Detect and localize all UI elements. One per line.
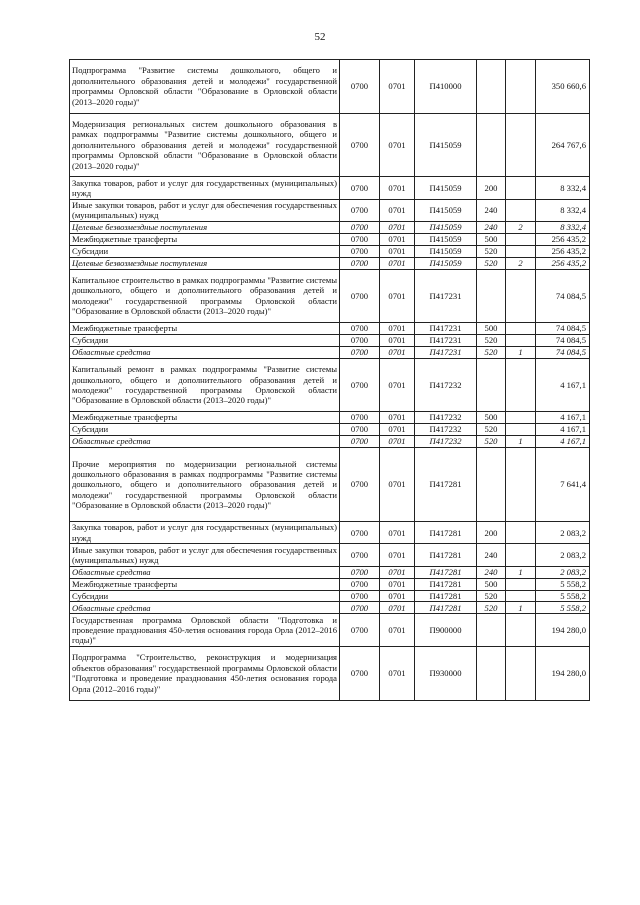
cell-section: 0700 xyxy=(340,245,380,257)
cell-section: 0700 xyxy=(340,177,380,199)
table-row xyxy=(70,269,590,323)
cell-target-article: П417281 xyxy=(415,602,477,614)
cell-expense-type: 200 xyxy=(477,522,506,544)
cell-amount: 4 167,1 xyxy=(536,436,590,448)
table-row xyxy=(70,323,590,335)
table-row xyxy=(70,346,590,358)
table-row xyxy=(70,257,590,269)
cell-subsection: 0701 xyxy=(380,233,415,245)
cell-name: Целевые безвозмездные поступления xyxy=(70,221,340,233)
cell-name: Капитальное строительство в рамках подпрограммы "Развитие системы дошкольного, общего и дополнительного образования детей и молодежи" государственной программы Орловской области "Образование в Орловской области (2013–2020 годы)" xyxy=(70,269,340,323)
cell-section: 0700 xyxy=(340,269,380,323)
cell-amount: 74 084,5 xyxy=(536,346,590,358)
cell-amount: 4 167,1 xyxy=(536,358,590,412)
cell-name: Субсидии xyxy=(70,334,340,346)
cell-subsection: 0701 xyxy=(380,566,415,578)
cell-section: 0700 xyxy=(340,412,380,424)
cell-name: Модернизация региональных систем дошкольного образования в рамках подпрограммы "Развитие системы дошкольного, общего и дополнительного образования детей и молодежи" государственной программы Орловской области "Образование в Орловской области (2013–2020 годы)" xyxy=(70,113,340,177)
cell-name: Областные средства xyxy=(70,436,340,448)
cell-fund-kind xyxy=(506,358,536,412)
cell-expense-type: 240 xyxy=(477,199,506,221)
cell-fund-kind xyxy=(506,269,536,323)
cell-expense-type xyxy=(477,647,506,701)
cell-section: 0700 xyxy=(340,436,380,448)
cell-subsection: 0701 xyxy=(380,578,415,590)
cell-name: Целевые безвозмездные поступления xyxy=(70,257,340,269)
cell-subsection: 0701 xyxy=(380,177,415,199)
cell-expense-type: 520 xyxy=(477,257,506,269)
cell-expense-type: 520 xyxy=(477,590,506,602)
cell-name: Областные средства xyxy=(70,346,340,358)
cell-amount: 8 332,4 xyxy=(536,221,590,233)
table-row xyxy=(70,60,590,114)
cell-expense-type xyxy=(477,447,506,521)
cell-name: Субсидии xyxy=(70,245,340,257)
table-row xyxy=(70,614,590,647)
cell-name: Подпрограмма "Развитие системы дошкольного, общего и дополнительного образования детей и молодежи" государственной программы Орловской области "Образование в Орловской области (2013–2020 годы)" xyxy=(70,60,340,114)
cell-name: Межбюджетные трансферты xyxy=(70,233,340,245)
cell-amount: 194 280,0 xyxy=(536,614,590,647)
cell-subsection: 0701 xyxy=(380,245,415,257)
cell-section: 0700 xyxy=(340,346,380,358)
cell-amount: 350 660,6 xyxy=(536,60,590,114)
cell-name: Межбюджетные трансферты xyxy=(70,323,340,335)
cell-fund-kind xyxy=(506,334,536,346)
table-row xyxy=(70,578,590,590)
cell-section: 0700 xyxy=(340,566,380,578)
cell-fund-kind xyxy=(506,323,536,335)
cell-fund-kind: 2 xyxy=(506,257,536,269)
cell-amount: 4 167,1 xyxy=(536,412,590,424)
cell-amount: 8 332,4 xyxy=(536,199,590,221)
table-row xyxy=(70,245,590,257)
budget-table-body xyxy=(70,60,590,701)
cell-section: 0700 xyxy=(340,113,380,177)
cell-expense-type: 240 xyxy=(477,544,506,566)
cell-expense-type xyxy=(477,358,506,412)
cell-expense-type: 520 xyxy=(477,346,506,358)
cell-amount: 7 641,4 xyxy=(536,447,590,521)
cell-section: 0700 xyxy=(340,199,380,221)
cell-section: 0700 xyxy=(340,60,380,114)
cell-target-article: П900000 xyxy=(415,614,477,647)
cell-expense-type xyxy=(477,60,506,114)
cell-subsection: 0701 xyxy=(380,447,415,521)
cell-name: Областные средства xyxy=(70,566,340,578)
cell-fund-kind xyxy=(506,233,536,245)
cell-target-article: П415059 xyxy=(415,221,477,233)
cell-fund-kind: 2 xyxy=(506,221,536,233)
cell-fund-kind xyxy=(506,522,536,544)
table-row xyxy=(70,566,590,578)
cell-section: 0700 xyxy=(340,233,380,245)
cell-expense-type: 500 xyxy=(477,233,506,245)
cell-subsection: 0701 xyxy=(380,358,415,412)
cell-amount: 4 167,1 xyxy=(536,424,590,436)
cell-expense-type: 500 xyxy=(477,323,506,335)
cell-amount: 74 084,5 xyxy=(536,323,590,335)
cell-subsection: 0701 xyxy=(380,412,415,424)
cell-section: 0700 xyxy=(340,522,380,544)
cell-target-article: П417232 xyxy=(415,412,477,424)
table-row xyxy=(70,334,590,346)
cell-subsection: 0701 xyxy=(380,221,415,233)
table-row xyxy=(70,436,590,448)
table-row xyxy=(70,602,590,614)
cell-section: 0700 xyxy=(340,447,380,521)
cell-fund-kind xyxy=(506,590,536,602)
cell-amount: 264 767,6 xyxy=(536,113,590,177)
cell-target-article: П417281 xyxy=(415,578,477,590)
cell-fund-kind xyxy=(506,60,536,114)
cell-fund-kind xyxy=(506,447,536,521)
cell-target-article: П415059 xyxy=(415,257,477,269)
cell-expense-type: 240 xyxy=(477,221,506,233)
cell-section: 0700 xyxy=(340,614,380,647)
cell-fund-kind: 1 xyxy=(506,566,536,578)
cell-fund-kind xyxy=(506,199,536,221)
cell-target-article: П417232 xyxy=(415,424,477,436)
cell-fund-kind xyxy=(506,245,536,257)
cell-amount: 5 558,2 xyxy=(536,602,590,614)
cell-expense-type: 200 xyxy=(477,177,506,199)
cell-section: 0700 xyxy=(340,602,380,614)
table-row xyxy=(70,221,590,233)
cell-target-article: П417281 xyxy=(415,590,477,602)
cell-section: 0700 xyxy=(340,358,380,412)
table-row xyxy=(70,358,590,412)
cell-target-article: П417231 xyxy=(415,346,477,358)
cell-fund-kind xyxy=(506,647,536,701)
cell-name: Межбюджетные трансферты xyxy=(70,578,340,590)
cell-fund-kind xyxy=(506,113,536,177)
cell-expense-type xyxy=(477,113,506,177)
cell-amount: 194 280,0 xyxy=(536,647,590,701)
budget-table xyxy=(69,59,590,701)
table-row xyxy=(70,424,590,436)
cell-expense-type: 500 xyxy=(477,412,506,424)
cell-name: Прочие мероприятия по модернизации региональной системы дошкольного образования в рамках подпрограммы "Развитие системы дошкольного, общего и дополнительного образования детей и молодежи" государственной программы Орловской области "Образование в Орловской области (2013–2020 годы)" xyxy=(70,447,340,521)
cell-amount: 2 083,2 xyxy=(536,544,590,566)
cell-fund-kind xyxy=(506,544,536,566)
cell-amount: 74 084,5 xyxy=(536,334,590,346)
cell-fund-kind xyxy=(506,412,536,424)
cell-name: Закупка товаров, работ и услуг для государственных (муниципальных) нужд xyxy=(70,177,340,199)
cell-name: Иные закупки товаров, работ и услуг для обеспечения государственных (муниципальных) нужд xyxy=(70,199,340,221)
cell-subsection: 0701 xyxy=(380,647,415,701)
cell-section: 0700 xyxy=(340,323,380,335)
cell-fund-kind xyxy=(506,424,536,436)
cell-subsection: 0701 xyxy=(380,522,415,544)
cell-expense-type: 500 xyxy=(477,578,506,590)
cell-target-article: П417281 xyxy=(415,566,477,578)
cell-section: 0700 xyxy=(340,544,380,566)
cell-name: Межбюджетные трансферты xyxy=(70,412,340,424)
table-row xyxy=(70,590,590,602)
cell-amount: 74 084,5 xyxy=(536,269,590,323)
cell-subsection: 0701 xyxy=(380,60,415,114)
cell-fund-kind: 1 xyxy=(506,436,536,448)
cell-name: Закупка товаров, работ и услуг для государственных (муниципальных) нужд xyxy=(70,522,340,544)
cell-target-article: П415059 xyxy=(415,245,477,257)
cell-name: Субсидии xyxy=(70,590,340,602)
cell-fund-kind xyxy=(506,614,536,647)
cell-target-article: П415059 xyxy=(415,199,477,221)
cell-subsection: 0701 xyxy=(380,424,415,436)
cell-subsection: 0701 xyxy=(380,590,415,602)
cell-subsection: 0701 xyxy=(380,614,415,647)
cell-subsection: 0701 xyxy=(380,334,415,346)
cell-target-article: П415059 xyxy=(415,113,477,177)
cell-target-article: П410000 xyxy=(415,60,477,114)
cell-fund-kind: 1 xyxy=(506,602,536,614)
cell-subsection: 0701 xyxy=(380,269,415,323)
table-row xyxy=(70,233,590,245)
cell-section: 0700 xyxy=(340,647,380,701)
cell-subsection: 0701 xyxy=(380,113,415,177)
cell-section: 0700 xyxy=(340,257,380,269)
cell-expense-type: 520 xyxy=(477,424,506,436)
cell-subsection: 0701 xyxy=(380,602,415,614)
cell-expense-type xyxy=(477,269,506,323)
cell-target-article: П417232 xyxy=(415,358,477,412)
cell-amount: 2 083,2 xyxy=(536,522,590,544)
cell-expense-type: 240 xyxy=(477,566,506,578)
cell-section: 0700 xyxy=(340,221,380,233)
cell-name: Государственная программа Орловской области "Подготовка и проведение празднования 450-летия основания города Орла (2012–2016 годы)" xyxy=(70,614,340,647)
cell-target-article: П417231 xyxy=(415,269,477,323)
cell-amount: 256 435,2 xyxy=(536,233,590,245)
cell-subsection: 0701 xyxy=(380,346,415,358)
cell-expense-type: 520 xyxy=(477,245,506,257)
cell-section: 0700 xyxy=(340,424,380,436)
cell-fund-kind: 1 xyxy=(506,346,536,358)
cell-name: Иные закупки товаров, работ и услуг для обеспечения государственных (муниципальных) нужд xyxy=(70,544,340,566)
cell-section: 0700 xyxy=(340,590,380,602)
table-row xyxy=(70,199,590,221)
cell-fund-kind xyxy=(506,578,536,590)
cell-section: 0700 xyxy=(340,334,380,346)
cell-amount: 256 435,2 xyxy=(536,245,590,257)
cell-name: Капитальный ремонт в рамках подпрограммы "Развитие системы дошкольного, общего и дополнительного образования детей и молодежи" государственной программы Орловской области "Образование в Орловской области (2013–2020 годы)" xyxy=(70,358,340,412)
cell-target-article: П417281 xyxy=(415,447,477,521)
table-row xyxy=(70,177,590,199)
table-row xyxy=(70,544,590,566)
cell-subsection: 0701 xyxy=(380,436,415,448)
cell-subsection: 0701 xyxy=(380,323,415,335)
cell-amount: 256 435,2 xyxy=(536,257,590,269)
cell-target-article: П417281 xyxy=(415,522,477,544)
cell-expense-type: 520 xyxy=(477,436,506,448)
table-row xyxy=(70,522,590,544)
cell-target-article: П417281 xyxy=(415,544,477,566)
cell-name: Подпрограмма "Строительство, реконструкция и модернизация объектов образования" государственной программы Орловской области "Подготовка и проведение празднования 450-летия основания города Орла (2012–2016 годы)" xyxy=(70,647,340,701)
cell-target-article: П930000 xyxy=(415,647,477,701)
table-row xyxy=(70,647,590,701)
cell-expense-type xyxy=(477,614,506,647)
cell-target-article: П415059 xyxy=(415,233,477,245)
cell-name: Субсидии xyxy=(70,424,340,436)
table-row xyxy=(70,113,590,177)
cell-amount: 5 558,2 xyxy=(536,578,590,590)
cell-subsection: 0701 xyxy=(380,544,415,566)
cell-target-article: П415059 xyxy=(415,177,477,199)
page-number: 52 xyxy=(314,31,326,43)
cell-name: Областные средства xyxy=(70,602,340,614)
cell-subsection: 0701 xyxy=(380,199,415,221)
cell-target-article: П417231 xyxy=(415,334,477,346)
cell-expense-type: 520 xyxy=(477,334,506,346)
table-row xyxy=(70,412,590,424)
cell-target-article: П417231 xyxy=(415,323,477,335)
cell-section: 0700 xyxy=(340,578,380,590)
cell-subsection: 0701 xyxy=(380,257,415,269)
cell-fund-kind xyxy=(506,177,536,199)
table-row xyxy=(70,447,590,521)
cell-amount: 8 332,4 xyxy=(536,177,590,199)
cell-expense-type: 520 xyxy=(477,602,506,614)
cell-target-article: П417232 xyxy=(415,436,477,448)
cell-amount: 5 558,2 xyxy=(536,590,590,602)
cell-amount: 2 083,2 xyxy=(536,566,590,578)
